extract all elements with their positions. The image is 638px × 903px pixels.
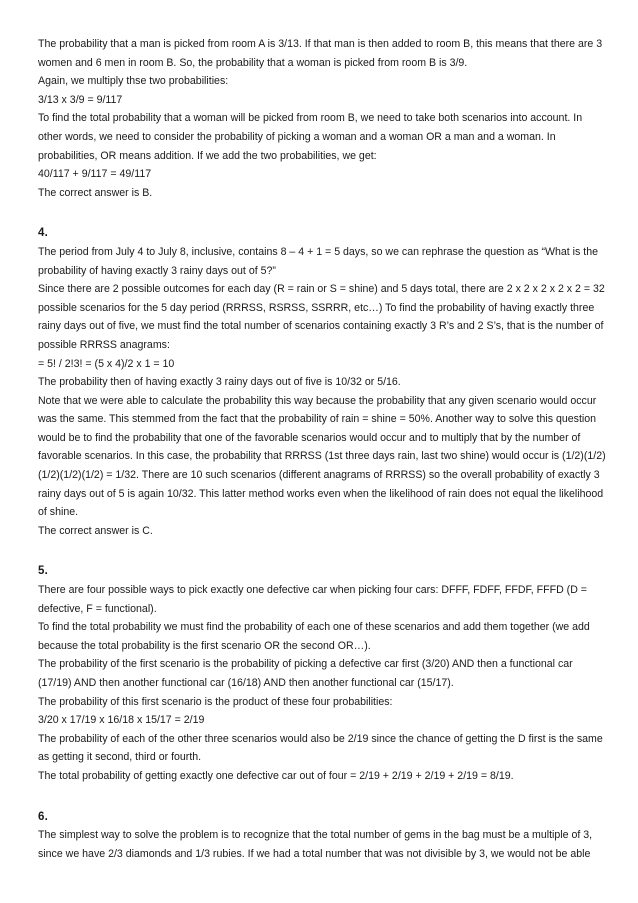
paragraph: Since there are 2 possible outcomes for each day (R = rain or S = shine) and 5 days total, there are 2 x 2 x 2 x 2 x 2 = 32 possible scenarios for the 5 day period (RRRSS, RSRSS, SSRRR, etc…) To find the probability of having exactly three rainy days out of five, we must find the total number of scenarios containing exactly 3 R’s and 2 S’s, that is the number of possible RRRSS anagrams:	[38, 283, 605, 351]
equation-line: 40/117 + 9/117 = 49/117	[38, 168, 152, 181]
paragraph: To find the total probability we must find the probability of each one of these scenarios and add them together (we add because the total probability is the first scenario OR the second OR…).	[38, 621, 590, 652]
question-4-section	[38, 224, 606, 540]
question-heading: 6.	[38, 810, 48, 823]
paragraph: The probability that a man is picked from room A is 3/13. If that man is then added to room B, this means that there are 3 women and 6 men in room B. So, the probability that a woman is picked from room B is 3/9.	[38, 38, 603, 69]
paragraph: There are four possible ways to pick exactly one defective car when picking four cars: DFFF, FDFF, FFDF, FFFD (D = defective, F = functional).	[38, 584, 587, 615]
question-heading: 5.	[38, 565, 48, 578]
paragraph: The probability of the first scenario is the probability of picking a defective car first (3/20) AND then a functional car (17/19) AND then another functional car (16/18) AND then another functional car (15/17).	[38, 658, 573, 689]
question-heading: 4.	[38, 227, 48, 240]
answer-line: The correct answer is C.	[38, 524, 153, 537]
intro-section	[38, 35, 606, 202]
question-6-section	[38, 808, 606, 864]
paragraph: The simplest way to solve the problem is to recognize that the total number of gems in the bag must be a multiple of 3, since we have 2/3 diamonds and 1/3 rubies. If we had a total number that was not divisible by 3, we would not be able	[38, 829, 593, 860]
paragraph: Again, we multiply thse two probabilities:	[38, 75, 229, 88]
equation-line: 3/13 x 3/9 = 9/117	[38, 93, 123, 106]
document-page	[38, 35, 606, 863]
paragraph: The probability of this first scenario is the product of these four probabilities:	[38, 695, 393, 708]
equation-line: 3/20 x 17/19 x 16/18 x 15/17 = 2/19	[38, 714, 205, 727]
equation-line: = 5! / 2!3! = (5 x 4)/2 x 1 = 10	[38, 357, 175, 370]
paragraph: Note that we were able to calculate the probability this way because the probability that any given scenario would occur was the same. This stemmed from the fact that the probability of rain = shine = 50%. Another way to solve this question would be to find the probability that one of the favorable scenarios would occur and to multiply that by the number of favorable scenarios. In this case, the probability that RRRSS (1st three days rain, last two shine) would occur is (1/2)(1/2)(1/2)(1/2)(1/2) = 1/32. There are 10 such scenarios (different anagrams of RRRSS) so the overall probability of exactly 3 rainy days out of 5 is again 10/32. This latter method works even when the likelihood of rain does not equal the likelihood of shine.	[38, 394, 606, 519]
answer-line: The correct answer is B.	[38, 186, 153, 199]
question-5-section	[38, 562, 606, 785]
paragraph: The period from July 4 to July 8, inclusive, contains 8 – 4 + 1 = 5 days, so we can rephrase the question as “What is the probability of having exactly 3 rainy days out of 5?”	[38, 245, 598, 277]
paragraph: The probability then of having exactly 3 rainy days out of five is 10/32 or 5/16.	[38, 376, 401, 389]
paragraph: The probability of each of the other three scenarios would also be 2/19 since the chance of getting the D first is the same as getting it second, third or fourth.	[38, 732, 603, 764]
paragraph: The total probability of getting exactly one defective car out of four = 2/19 + 2/19 + 2/19 + 2/19 = 8/19.	[38, 769, 514, 782]
paragraph: To find the total probability that a woman will be picked from room B, we need to take both scenarios into account. In other words, we need to consider the probability of picking a woman and a woman OR a man and a woman. In probabilities, OR means addition. If we add the two probabilities, we get:	[38, 112, 583, 162]
